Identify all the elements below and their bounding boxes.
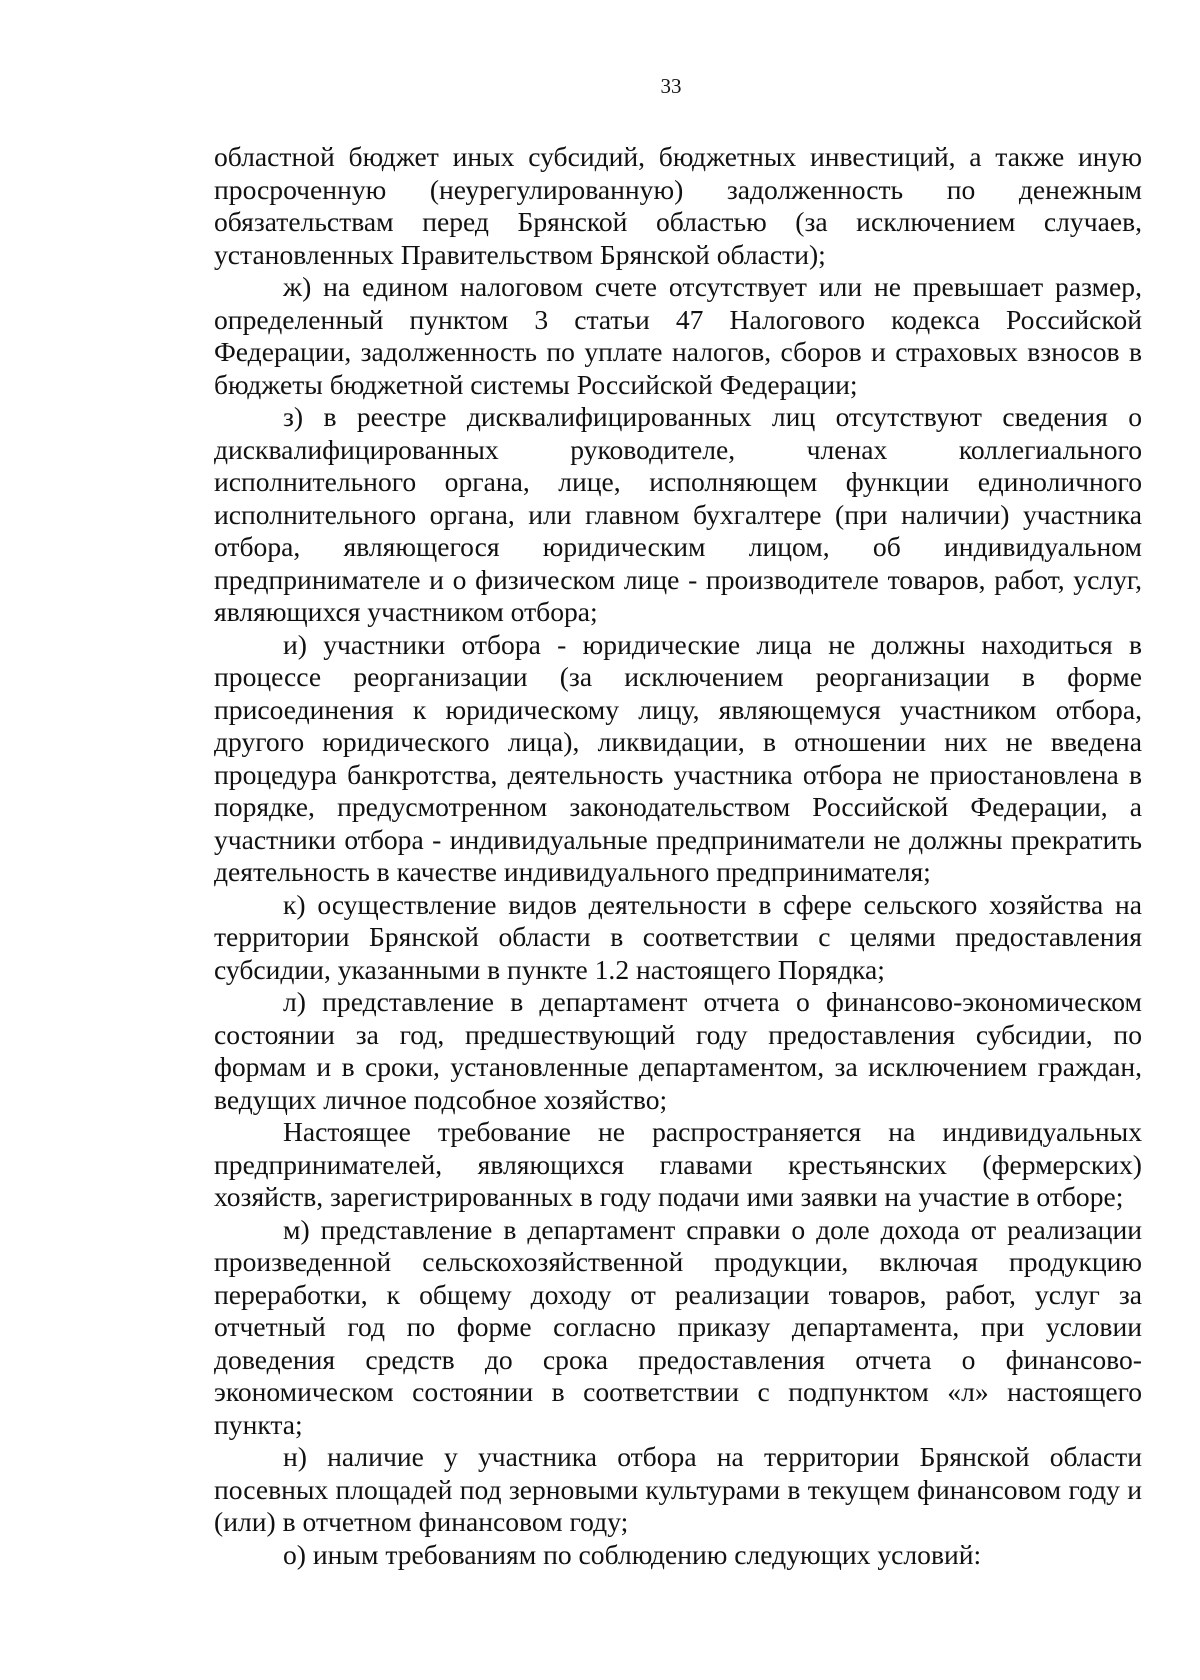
paragraph-exception-note: Настоящее требование не распространяется на индивидуальных предпринимателей, являющихся главами крестьянских (фермерских) хозяйств, зарегистрированных в году подачи ими заявки на участие в отборе;	[214, 1116, 1142, 1212]
paragraph-item-m: м) представление в департамент справки о доле дохода от реализации произведенной сельскохозяйственной продукции, включая продукцию переработки, к общему доходу от реализации товаров, работ, услуг за отчетный год по форме согласно приказу департамента, при условии доведения средств до срока предоставления отчета о финансово-экономическом состоянии в соответствии с подпунктом «л» настоящего пункта;	[214, 1213, 1142, 1440]
paragraph-item-zh: ж) на едином налоговом счете отсутствует или не превышает размер, определенный пунктом 3 статьи 47 Налогового кодекса Российской Федерации, задолженность по уплате налогов, сборов и страховых взносов в бюджеты бюджетной системы Российской Федерации;	[214, 271, 1142, 400]
paragraph-item-n: н) наличие у участника отбора на территории Брянской области посевных площадей под зерновыми культурами в текущем финансовом году и (или) в отчетном финансовом году;	[214, 1441, 1142, 1537]
paragraph-item-k: к) осуществление видов деятельности в сфере сельского хозяйства на территории Брянской области в соответствии с целями предоставления субсидии, указанными в пункте 1.2 настоящего Порядка;	[214, 888, 1142, 985]
paragraph-item-i: и) участники отбора - юридические лица не должны находиться в процессе реорганизации (за исключением реорганизации в форме присоединения к юридическому лицу, являющемуся участником отбора, другого юридического лица), ликвидации, в отношении них не введена процедура банкротства, деятельность участника отбора не приостановлена в порядке, предусмотренном законодательством Российской Федерации, а участники отбора - индивидуальные предприниматели не должны прекратить деятельность в качестве индивидуального предпринимателя;	[214, 628, 1142, 887]
paragraph-item-l: л) представление в департамент отчета о финансово-экономическом состоянии за год, предшествующий году предоставления субсидии, по формам и в сроки, установленные департаментом, за исключением граждан, ведущих личное подсобное хозяйство;	[214, 986, 1142, 1115]
document-body	[214, 141, 1142, 1571]
paragraph-continuation: областной бюджет иных субсидий, бюджетных инвестиций, а также иную просроченную (неурегулированную) задолженность по денежным обязательствам перед Брянской областью (за исключением случаев, установленных Правительством Брянской области);	[214, 141, 1142, 270]
paragraph-item-o: о) иным требованиям по соблюдению следующих условий:	[283, 1538, 982, 1570]
page-number: 33	[660, 74, 682, 98]
paragraph-item-z: з) в реестре дисквалифицированных лиц отсутствуют сведения о дисквалифицированных руководителе, членах коллегиального исполнительного органа, лице, исполняющем функции единоличного исполнительного органа, или главном бухгалтере (при наличии) участника отбора, являющегося юридическим лицом, об индивидуальном предпринимателе и о физическом лице - производителе товаров, работ, услуг, являющихся участником отбора;	[214, 401, 1142, 627]
